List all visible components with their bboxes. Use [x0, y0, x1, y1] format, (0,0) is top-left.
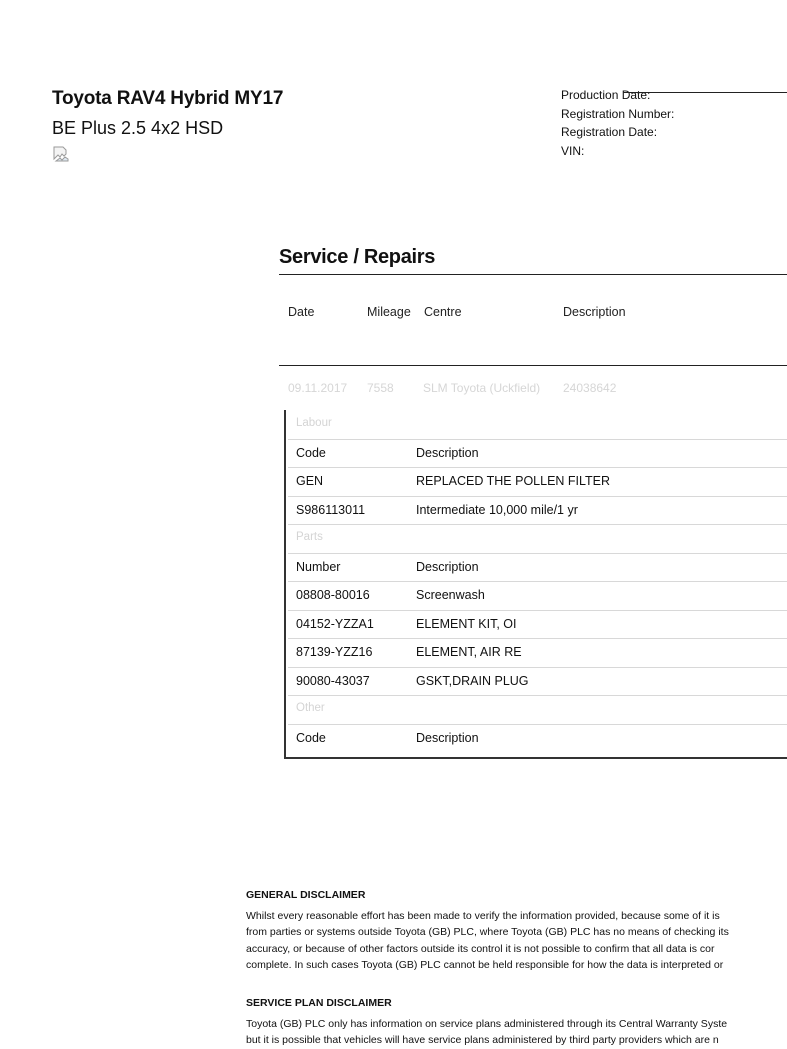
vehicle-subtitle: BE Plus 2.5 4x2 HSD [52, 118, 224, 138]
other-caption: Other [296, 702, 325, 714]
table-row [288, 638, 787, 668]
entry-mileage: 7558 [367, 381, 394, 395]
labour-description: REPLACED THE POLLEN FILTER [416, 474, 611, 488]
labour-description: Intermediate 10,000 mile/1 yr [416, 502, 578, 517]
service-plan-disclaimer-title: SERVICE PLAN DISCLAIMER [246, 997, 392, 1009]
production-date-label: Production Date: [561, 88, 651, 102]
column-header-centre: Centre [424, 305, 462, 319]
registration-info [561, 86, 674, 161]
part-number: 04152-YZZA1 [296, 616, 374, 631]
labour-code: GEN [296, 474, 324, 488]
disclaimer-line: Toyota (GB) PLC only has information on service plans administered through its Central Warranty Syste [246, 1018, 728, 1030]
disclaimer-line: but it is possible that vehicles will have service plans administered by third party providers which are n [246, 1034, 719, 1047]
labour-header-row [288, 439, 787, 469]
column-header-date: Date [288, 305, 315, 319]
other-caption-row [288, 695, 787, 725]
parts-header-number: Number [296, 559, 341, 574]
labour-header-code: Code [296, 445, 326, 460]
vehicle-title: Toyota RAV4 Hybrid MY17 [52, 88, 284, 109]
column-header-mileage: Mileage [367, 305, 411, 319]
vin-label: VIN: [561, 144, 585, 159]
general-disclaimer-title: GENERAL DISCLAIMER [246, 889, 366, 901]
divider [623, 92, 787, 93]
part-description: Screenwash [416, 588, 485, 602]
part-number: 08808-80016 [296, 588, 370, 602]
table-row [288, 467, 787, 497]
parts-caption-row [288, 524, 787, 554]
column-header-description: Description [563, 305, 626, 319]
part-description: ELEMENT KIT, OI [416, 616, 517, 631]
registration-date-label: Registration Date: [561, 125, 658, 140]
service-detail-table [284, 410, 787, 759]
parts-header-row [288, 553, 787, 583]
table-row [288, 581, 787, 611]
disclaimer-line: complete. In such cases Toyota (GB) PLC cannot be held responsible for how the data is interpreted or [246, 958, 724, 971]
part-number: 87139-YZZ16 [296, 645, 373, 659]
part-description: ELEMENT, AIR RE [416, 645, 522, 659]
table-row [288, 610, 787, 640]
divider [279, 365, 787, 366]
general-disclaimer-text [246, 908, 787, 973]
section-title: Service / Repairs [279, 246, 436, 268]
labour-header-description: Description [416, 445, 479, 460]
labour-caption-row [288, 410, 787, 440]
service-plan-disclaimer-text [246, 1016, 787, 1049]
disclaimer-line: Whilst every reasonable effort has been made to verify the information provided, because some of it is [246, 910, 720, 922]
table-row [288, 667, 787, 697]
entry-date: 09.11.2017 [288, 381, 348, 395]
parts-header-description: Description [416, 559, 479, 574]
part-number: 90080-43037 [296, 673, 370, 688]
broken-image-icon [53, 146, 69, 162]
part-description: GSKT,DRAIN PLUG [416, 673, 529, 688]
disclaimer-line: from parties or systems outside Toyota (GB) PLC, where Toyota (GB) PLC has no means of checking its [246, 926, 729, 939]
table-row [288, 496, 787, 526]
entry-description: 24038642 [563, 381, 617, 395]
other-header-description: Description [416, 730, 479, 745]
labour-caption: Labour [296, 417, 332, 429]
other-header-code: Code [296, 730, 326, 745]
divider [279, 274, 787, 275]
labour-code: S986113011 [296, 502, 366, 517]
parts-caption: Parts [296, 531, 323, 543]
registration-number-label: Registration Number: [561, 106, 675, 121]
other-header-row [288, 724, 787, 753]
entry-centre: SLM Toyota (Uckfield) [423, 381, 541, 395]
disclaimer-line: accuracy, or because of other factors outside its control it is not possible to confirm that all data is cor [246, 942, 715, 955]
